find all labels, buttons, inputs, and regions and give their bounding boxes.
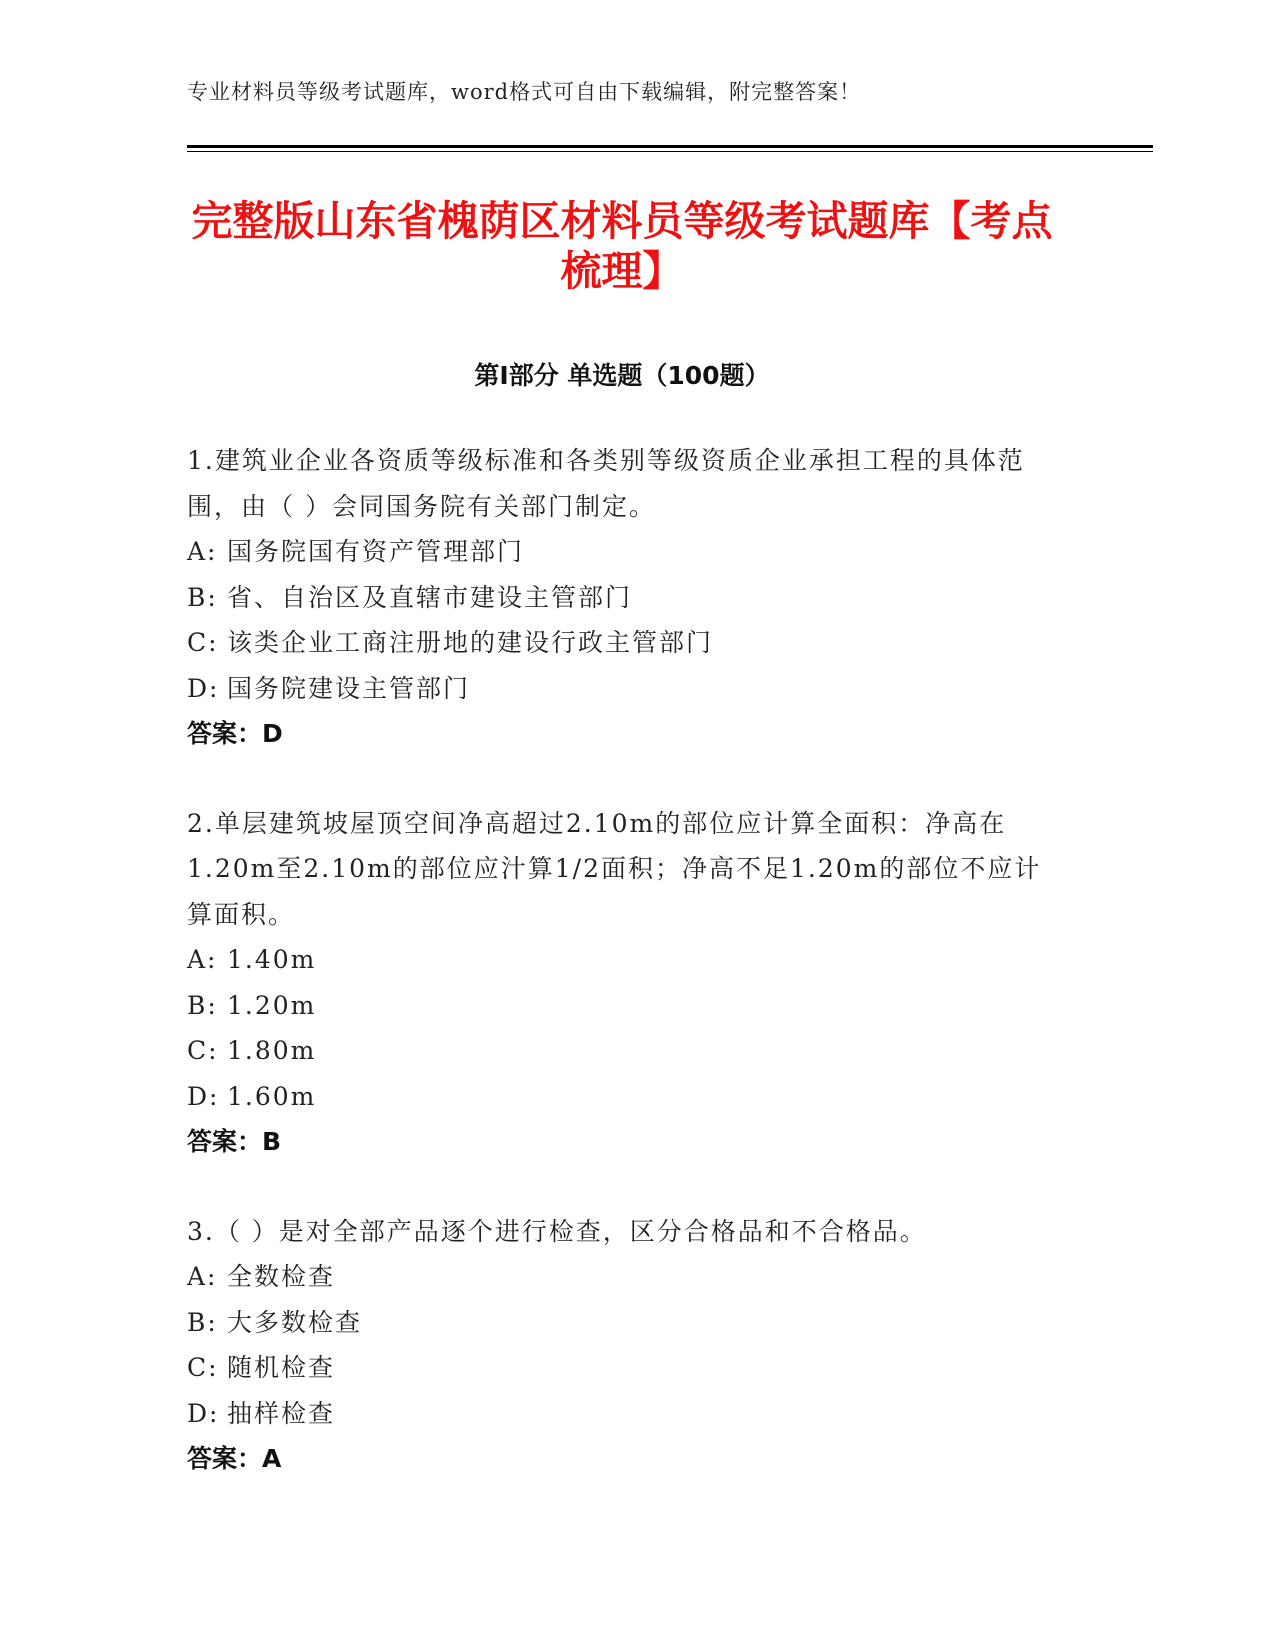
option-d [187, 666, 1087, 712]
option-text: 抽样检查 [227, 1398, 336, 1428]
document-title: 完整版山东省槐荫区材料员等级考试题库【考点梳理】 [191, 197, 1053, 295]
option-text: 省、自治区及直辖市建设主管部门 [227, 582, 633, 612]
option-letter: D: [187, 1398, 220, 1428]
section-title: 第I部分 单选题（100题） [474, 361, 770, 390]
option-text: 全数检查 [227, 1262, 336, 1291]
option-c [187, 1345, 1087, 1391]
header-note: 专业材料员等级考试题库，word格式可自由下载编辑，附完整答案！ [187, 80, 862, 104]
option-letter: D: [187, 673, 220, 703]
option-a [187, 529, 1087, 575]
option-text: 1.40m [227, 945, 317, 974]
header-divider-thick [187, 145, 1153, 148]
option-text: 国务院建设主管部门 [227, 673, 471, 703]
answer: 答案：A [187, 1444, 282, 1473]
option-text: 国务院国有资产管理部门 [227, 537, 525, 566]
option-d [187, 1391, 1087, 1437]
option-text: 该类企业工商注册地的建设行政主管部门 [227, 628, 714, 657]
option-letter: A: [187, 1262, 218, 1291]
question-1 [187, 438, 1087, 757]
option-letter: A: [187, 945, 218, 974]
option-letter: C: [187, 1036, 219, 1065]
header-divider-thin [187, 151, 1153, 152]
option-letter: C: [187, 1353, 219, 1382]
question-text: 1.建筑业企业各资质等级标准和各类别等级资质企业承担工程的具体范围，由（ ）会同国务院有关部门制定。 [187, 446, 1025, 521]
option-letter: C: [187, 628, 219, 657]
answer: 答案：B [187, 1127, 282, 1156]
option-c [187, 620, 1087, 666]
answer: 答案：D [187, 719, 283, 748]
option-text: 1.60m [227, 1081, 317, 1111]
option-letter: B: [187, 1307, 218, 1337]
option-text: 随机检查 [227, 1353, 336, 1382]
question-text: 3.（ ）是对全部产品逐个进行检查，区分合格品和不合格品。 [187, 1216, 927, 1246]
option-letter: B: [187, 990, 218, 1020]
option-text: 1.20m [227, 990, 317, 1020]
option-letter: D: [187, 1081, 220, 1111]
option-d [187, 1074, 1087, 1120]
option-b [187, 1300, 1087, 1346]
option-letter: A: [187, 537, 218, 566]
option-a [187, 937, 1087, 983]
question-2 [187, 801, 1087, 1165]
option-a [187, 1254, 1087, 1300]
option-c [187, 1028, 1087, 1074]
option-text: 大多数检查 [227, 1307, 363, 1337]
option-b [187, 575, 1087, 621]
option-letter: B: [187, 582, 218, 612]
option-b [187, 983, 1087, 1029]
question-3 [187, 1209, 1087, 1482]
question-list [187, 438, 1087, 1526]
question-text: 2.单层建筑坡屋顶空间净高超过2.10m的部位应计算全面积：净高在1.20m至2.10m的部位应汁算1/2面积；净高不足1.20m的部位不应计算面积。 [187, 808, 1042, 929]
option-text: 1.80m [227, 1036, 317, 1065]
